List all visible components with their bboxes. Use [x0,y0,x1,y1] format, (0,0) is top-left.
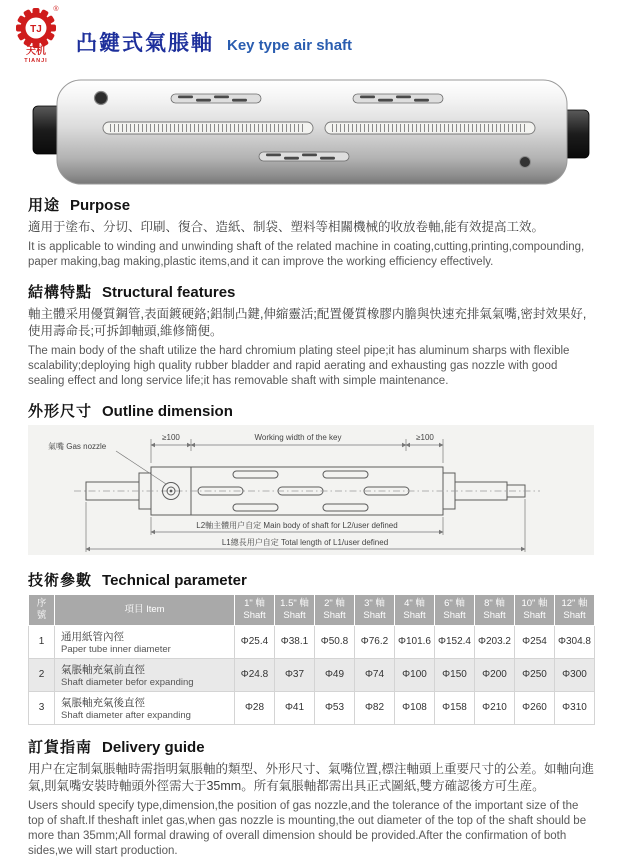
col-shaft-3: 3" 軸 Shaft [355,594,395,625]
cell: Φ260 [515,691,555,724]
cell: Φ25.4 [235,625,275,658]
cell: Φ24.8 [235,658,275,691]
cell: Φ100 [395,658,435,691]
cell: Φ101.6 [395,625,435,658]
row3-item: 氣脹軸充氣後直徑 Shaft diameter after expanding [55,691,235,724]
section-heading-delivery [28,736,594,757]
purpose-heading-en: Purpose [70,197,131,214]
col-shaft-1-5: 1.5" 軸 Shaft [275,594,315,625]
drawing-background [28,425,594,555]
row1-seq: 1 [29,625,55,658]
registered-mark: ® [53,6,59,13]
section-heading-outline [28,400,594,421]
cell: Φ108 [395,691,435,724]
gear-icon [16,8,56,48]
delivery-heading-cn: 訂貨指南 [28,738,93,756]
gas-nozzle-label: 氣嘴 Gas nozzle [48,441,107,451]
dim-l1-label: L1總長用户自定 Total length of L1/user defined [221,537,389,547]
section-heading-technical [28,569,594,590]
technical-heading-en: Technical parameter [102,571,247,589]
cell: Φ82 [355,691,395,724]
delivery-text-cn: 用户在定制氣脹軸時需指明氣脹軸的類型、外形尺寸、氣嘴位置,標注軸頭上重要尺寸的公差。如軸向進氣,則氣嘴安裝時軸頭外徑需大于35mm。所有氣脹軸都需出具正式圖紙,雙方確認後方可生産。 [28,761,594,794]
logo-name-en: TIANJI [24,58,48,64]
structural-text-cn: 軸主體采用優質鋼管,表面鍍硬鉻;鋁制凸鍵,伸縮靈活;配置優質橡膠内膽與快速充排氣氣嘴,密封效果好,使用壽命長;可拆卸軸頭,維修簡便。 [28,306,587,339]
outline-heading-en: Outline dimension [102,402,233,420]
col-shaft-1: 1" 軸 Shaft [235,594,275,625]
gas-nozzle-hole [95,92,108,105]
cell: Φ200 [475,658,515,691]
cell: Φ152.4 [435,625,475,658]
cell: Φ28 [235,691,275,724]
row2-seq: 2 [29,658,55,691]
col-shaft-6: 6" 軸 Shaft [435,594,475,625]
cell: Φ250 [515,658,555,691]
cell: Φ38.1 [275,625,315,658]
table-header-row [29,594,595,625]
page-header [0,0,622,64]
logo-name-cn: 天机 [26,46,46,57]
technical-heading-cn: 技術參數 [28,571,93,589]
screw-hole [520,157,531,168]
cell: Φ74 [355,658,395,691]
row1-item: 通用紙管內徑 Paper tube inner diameter [55,625,235,658]
row3-seq: 3 [29,691,55,724]
col-shaft-8: 8" 軸 Shaft [475,594,515,625]
delivery-text-en: Users should specify type,dimension,the position of gas nozzle,and the tolerance of the important size of the top of shaft.If theshaft inlet gas,when gas nozzle is mounting,the out diameter of the top of the shaft should be more than 35mm;All formal drawing of overall dimension should be provided.After the confirmation of both sides,we will start production. [28,800,587,857]
col-shaft-4: 4" 軸 Shaft [395,594,435,625]
cell: Φ158 [435,691,475,724]
cell: Φ254 [515,625,555,658]
cell: Φ41 [275,691,315,724]
structural-heading-cn: 結構特點 [28,283,93,301]
cell: Φ49 [315,658,355,691]
section-heading-structural [28,281,594,302]
cell: Φ300 [555,658,595,691]
dim-left-label: ≥100 [162,432,180,442]
table-row [29,691,595,724]
outline-heading-cn: 外形尺寸 [28,402,93,420]
svg-text:TJ: TJ [30,24,42,35]
cell: Φ76.2 [355,625,395,658]
cell: Φ304.8 [555,625,595,658]
cell: Φ50.8 [315,625,355,658]
dim-right-label: ≥100 [416,432,434,442]
section-heading-purpose [28,194,594,215]
col-shaft-2: 2" 軸 Shaft [315,594,355,625]
delivery-heading-en: Delivery guide [102,738,205,756]
cell: Φ310 [555,691,595,724]
structural-heading-en: Structural features [102,283,236,301]
col-shaft-10: 10" 軸 Shaft [515,594,555,625]
purpose-text-cn: 適用于塗布、分切、印刷、復合、造紙、制袋、塑料等相關機械的收放卷軸,能有效提高工效。 [28,220,544,234]
col-item: 項目 Item [55,594,235,625]
page-title [76,27,352,57]
cell: Φ150 [435,658,475,691]
cell: Φ203.2 [475,625,515,658]
technical-parameter-table [28,594,595,725]
purpose-heading-cn: 用途 [28,197,61,214]
purpose-text-en: It is applicable to winding and unwinding shaft of the related machine in coating,cutting,printing,compounding, paper making,bag making,plastic items,and it can improve the working efficiency effectively. [28,240,585,268]
col-shaft-12: 12" 軸 Shaft [555,594,595,625]
page-title-cn: 凸鍵式氣脹軸 [76,32,214,55]
structural-text-en: The main body of the shaft utilize the hard chromium plating steel pipe;it has aluminum sharps with flexible scalability;deploying high quality rubber bladder and rapid aerating and exhausting gas nozzle with good sealing effect and long service life;it has removable shaft with simple maintenance. [28,345,570,387]
cell: Φ53 [315,691,355,724]
col-seq: 序 號 [29,594,55,625]
page-title-en: Key type air shaft [227,37,353,54]
cell: Φ210 [475,691,515,724]
cell: Φ37 [275,658,315,691]
row2-item: 氣脹軸充氣前直徑 Shaft diameter befor expanding [55,658,235,691]
table-row [29,625,595,658]
table-row [29,658,595,691]
dim-working-width-label: Working width of the key [254,432,342,442]
dim-l2-label: L2軸主體用户自定 Main body of shaft for L2/user defined [196,520,398,530]
company-logo [10,2,64,64]
product-photo [31,76,591,188]
outline-drawing [28,425,594,560]
